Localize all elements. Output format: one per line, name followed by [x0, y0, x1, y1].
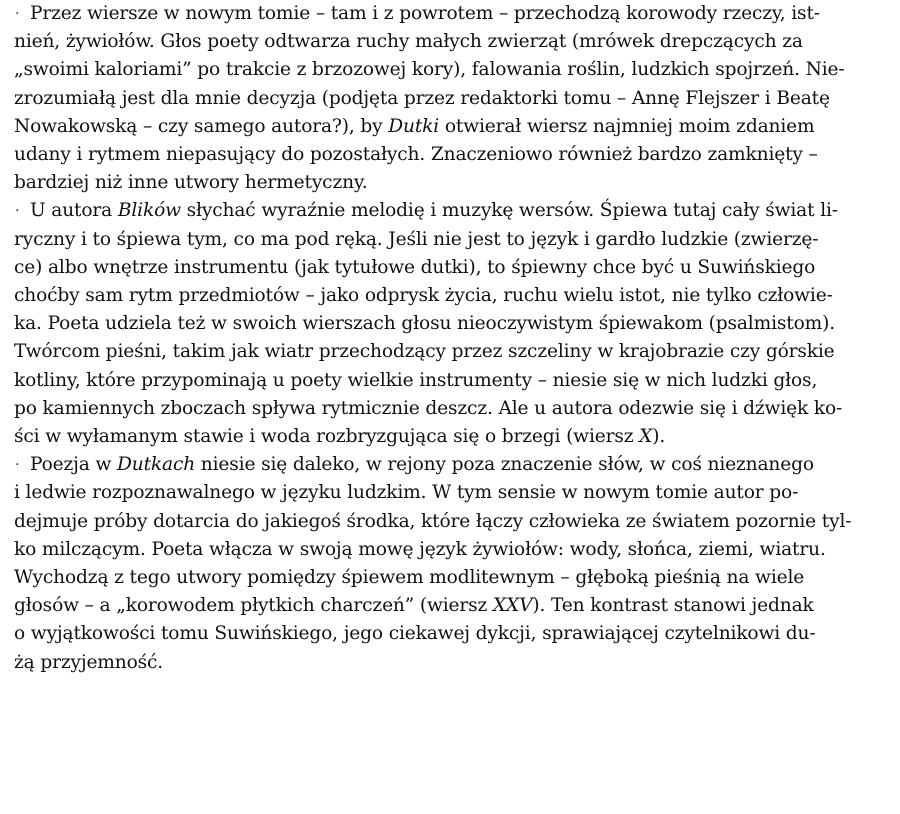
text-line: „swoimi kaloriami” po trakcie z brzozowej kory), falowania roślin, ludzkich spojrzeń. Nie-	[14, 59, 845, 81]
text-line: ści w wyłamanym stawie i woda rozbryzgująca się o brzegi (wiersz X).	[14, 426, 666, 448]
text-line: ce) albo wnętrze instrumentu (jak tytułowe dutki), to śpiewny chce być u Suwińskiego	[14, 256, 816, 278]
text-line: ko milczącym. Poeta włącza w swoją mowę język żywiołów: wody, słońca, ziemi, wiatru.	[14, 538, 826, 560]
bullet-mark: ·	[15, 457, 20, 474]
text-line: ka. Poeta udziela też w swoich wierszach głosu nieoczywistym śpiewakom (psalmistom).	[14, 313, 835, 335]
text-line: po kamiennych zboczach spływa rytmicznie deszcz. Ale u autora odezwie się i dźwięk ko-	[14, 397, 843, 419]
text-line: Wychodzą z tego utwory pomiędzy śpiewem modlitewnym – głęboką pieśnią na wiele	[14, 567, 805, 589]
paragraph	[14, 0, 892, 197]
text-line: bardziej niż inne utwory hermetyczny.	[14, 172, 368, 194]
text-line: kotliny, które przypominają u poety wielkie instrumenty – niesie się w nich ludzki głos,	[14, 369, 818, 391]
text-line: Poezja w Dutkach niesie się daleko, w rejony poza znaczenie słów, w coś nieznanego	[30, 454, 814, 476]
italic-title: Dutkach	[117, 454, 196, 476]
bullet-mark: ·	[15, 6, 20, 22]
text-line: Twórcom pieśni, takim jak wiatr przechodzący przez szczeliny w krajobrazie czy górskie	[14, 341, 835, 363]
text-line: ryczny i to śpiewa tym, co ma pod ręką. Jeśli nie jest to język i gardło ludzkie (zwierzę-	[14, 228, 819, 250]
italic-title: Blików	[117, 200, 181, 222]
paragraph	[14, 197, 892, 451]
text-line: Nowakowską – czy samego autora?), by Dutki otwierał wiersz najmniej moim zdaniem	[14, 115, 815, 137]
text-line: Przez wiersze w nowym tomie – tam i z powrotem – przechodzą korowody rzeczy, ist-	[30, 3, 820, 24]
text-line: choćby sam rytm przedmiotów – jako odprysk życia, ruchu wielu istot, nie tylko człowie-	[14, 285, 833, 307]
text-line: i ledwie rozpoznawalnego w języku ludzkim. W tym sensie w nowym tomie autor po-	[14, 482, 799, 504]
bullet-mark: ·	[15, 203, 20, 220]
text-line: dejmuje próby dotarcia do jakiegoś środka, które łączy człowieka ze światem pozornie tyl-	[14, 510, 852, 532]
paragraph	[14, 451, 892, 677]
text-line: nień, żywiołów. Głos poety odtwarza ruchy małych zwierząt (mrówek drepczących za	[14, 31, 803, 53]
italic-title: Dutki	[388, 115, 440, 137]
text-line: zrozumiałą jest dla mnie decyzja (podjęta przez redaktorki tomu – Annę Flejszer i Beatę	[14, 87, 830, 109]
italic-title: X	[639, 426, 653, 448]
document-page	[14, 0, 892, 677]
italic-title: XXV	[492, 595, 533, 617]
text-line: udany i rytmem niepasujący do pozostałych. Znaczeniowo również bardzo zamknięty –	[14, 144, 818, 166]
text-line: żą przyjemność.	[14, 651, 164, 673]
text-line: o wyjątkowości tomu Suwińskiego, jego ciekawej dykcji, sprawiającej czytelnikowi du-	[14, 623, 816, 645]
text-line: U autora Blików słychać wyraźnie melodię i muzykę wersów. Śpiewa tutaj cały świat li-	[30, 200, 838, 222]
text-line: głosów – a „korowodem płytkich charczeń” (wiersz XXV). Ten kontrast stanowi jednak	[14, 595, 814, 617]
article-body	[14, 0, 892, 677]
